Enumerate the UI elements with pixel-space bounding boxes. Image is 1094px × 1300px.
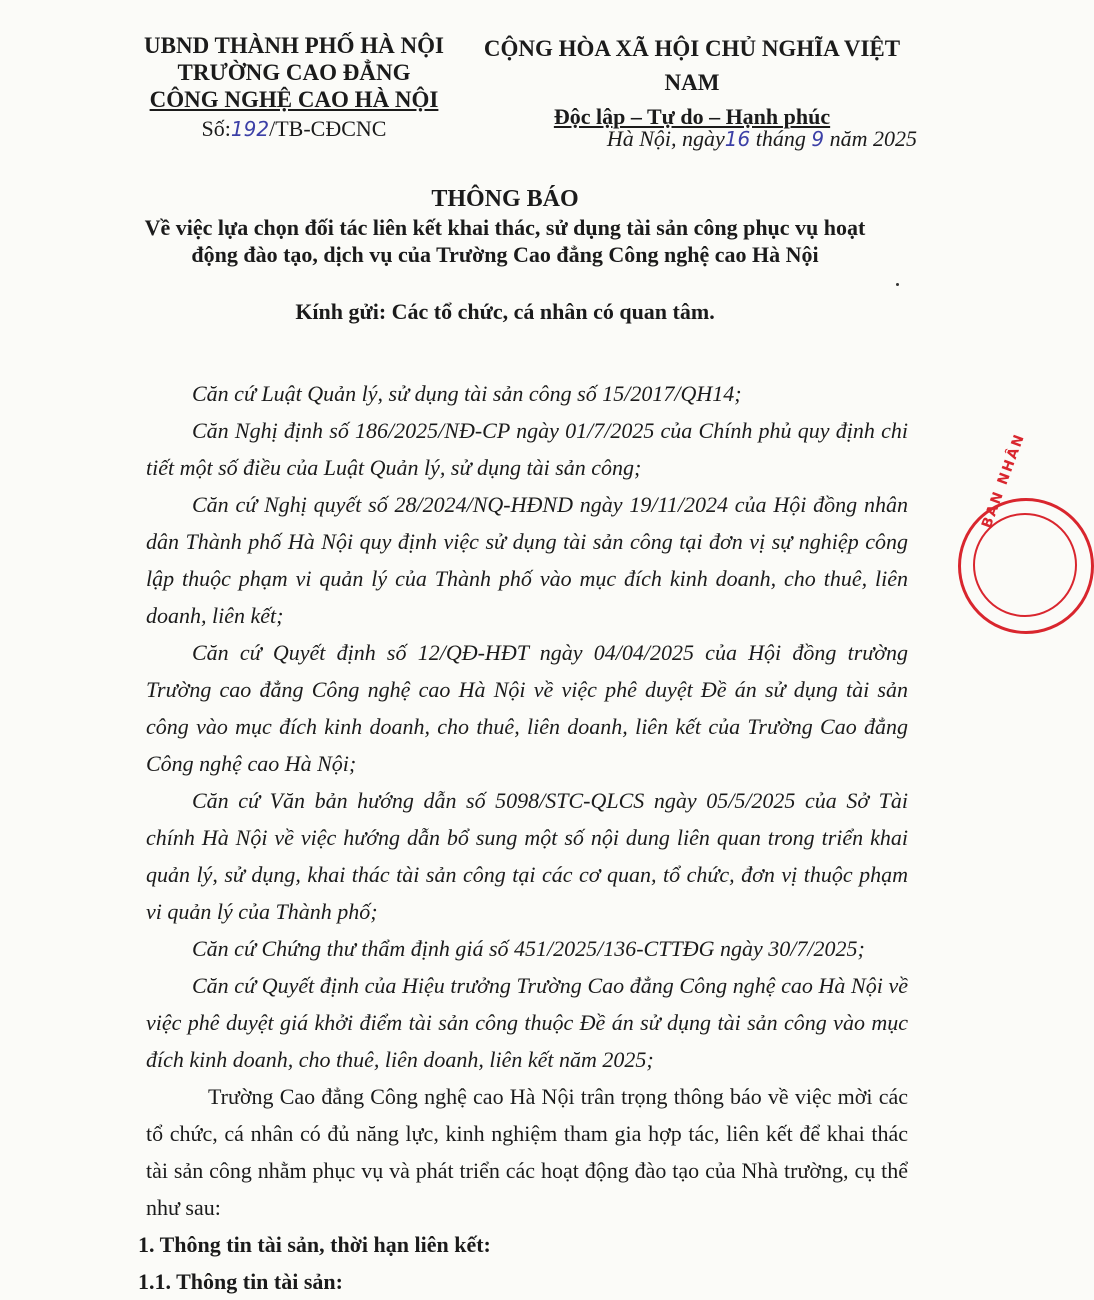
- document-number-handwritten: 192: [230, 117, 270, 141]
- dateline-prefix: Hà Nội, ngày: [606, 126, 725, 151]
- document-body: [138, 375, 908, 1300]
- announcement-paragraph: Trường Cao đẳng Công nghệ cao Hà Nội trân trọng thông báo về việc mời các tổ chức, cá nhân có đủ năng lực, kinh nghiệm tham gia hợp tác, liên kết để khai thác tài sản công nhằm phục vụ và phát triển các hoạt động đào tạo của Nhà trường, cụ thể như sau:: [146, 1084, 908, 1220]
- national-title: CỘNG HÒA XÃ HỘI CHỦ NGHĨA VIỆT NAM: [483, 36, 901, 95]
- document-subtitle: [120, 214, 890, 268]
- dateline-year: năm 2025: [829, 126, 917, 151]
- dateline: [607, 126, 917, 152]
- national-motto: Độc lập – Tự do – Hạnh phúc: [553, 104, 831, 129]
- document-title: THÔNG BÁO: [431, 186, 579, 212]
- legal-basis-4: Căn cứ Quyết định số 12/QĐ-HĐT ngày 04/04/2025 của Hội đồng trường Trường cao đẳng Công nghệ cao Hà Nội về việc phê duyệt Đề án sử dụng tài sản công vào mục đích kinh doanh, cho thuê, liên doanh, liên kết của Trường Cao đẳng Công nghệ cao Hà Nội;: [146, 640, 908, 776]
- agency-line-3: CÔNG NGHỆ CAO HÀ NỘI: [149, 87, 439, 112]
- agency-line-1: UBND THÀNH PHỐ HÀ NỘI: [144, 33, 444, 58]
- legal-basis-2: Căn Nghị định số 186/2025/NĐ-CP ngày 01/7/2025 của Chính phủ quy định chi tiết một số điều của Luật Quản lý, sử dụng tài sản công;: [146, 418, 908, 480]
- national-header-block: [462, 32, 922, 134]
- legal-basis-1: Căn cứ Luật Quản lý, sử dụng tài sản công số 15/2017/QH14;: [192, 381, 742, 406]
- agency-line-2: TRƯỜNG CAO ĐẲNG: [177, 60, 411, 85]
- legal-basis-7: Căn cứ Quyết định của Hiệu trưởng Trường Cao đẳng Công nghệ cao Hà Nội về việc phê duyệt giá khởi điểm tài sản công thuộc Đề án sử dụng tài sản công vào mục đích kinh doanh, cho thuê, liên doanh, liên kết năm 2025;: [146, 973, 908, 1072]
- document-number: [128, 115, 460, 143]
- legal-basis-3: Căn cứ Nghị quyết số 28/2024/NQ-HĐND ngày 19/11/2024 của Hội đồng nhân dân Thành phố Hà Nội quy định việc sử dụng tài sản công tại đơn vị sự nghiệp công lập thuộc phạm vi quản lý của Thành phố vào mục đích kinh doanh, cho thuê, liên doanh, liên kết;: [146, 492, 908, 628]
- legal-basis-5: Căn cứ Văn bản hướng dẫn số 5098/STC-QLCS ngày 05/5/2025 của Sở Tài chính Hà Nội về việc hướng dẫn bổ sung một số nội dung liên quan trong triển khai quản lý, sử dụng, khai thác tài sản công tại các cơ quan, tổ chức, đơn vị thuộc phạm vi quản lý của Thành phố;: [146, 788, 908, 924]
- dateline-month-label: tháng: [755, 126, 806, 151]
- legal-basis-6: Căn cứ Chứng thư thẩm định giá số 451/2025/136-CTTĐG ngày 30/7/2025;: [192, 936, 865, 961]
- section-1-1-heading: 1.1. Thông tin tài sản:: [138, 1269, 343, 1294]
- dateline-day: 16: [724, 127, 751, 151]
- issuing-agency-block: [128, 32, 460, 143]
- red-seal-text: BAN NHÂN: [979, 430, 1029, 531]
- section-1-heading: 1. Thông tin tài sản, thời hạn liên kết:: [138, 1232, 491, 1257]
- recipient-line: Kính gửi: Các tổ chức, cá nhân có quan tâm.: [295, 299, 715, 324]
- subtitle-line-2: động đào tạo, dịch vụ của Trường Cao đẳng Công nghệ cao Hà Nội: [191, 242, 819, 267]
- document-number-suffix: /TB-CĐCNC: [269, 116, 387, 141]
- red-seal-stamp: [958, 430, 1094, 634]
- dateline-month: 9: [811, 127, 825, 151]
- subtitle-line-1: Về việc lựa chọn đối tác liên kết khai thác, sử dụng tài sản công phục vụ hoạt: [144, 215, 866, 240]
- document-number-prefix: Số:: [201, 116, 231, 141]
- speck: [896, 283, 899, 286]
